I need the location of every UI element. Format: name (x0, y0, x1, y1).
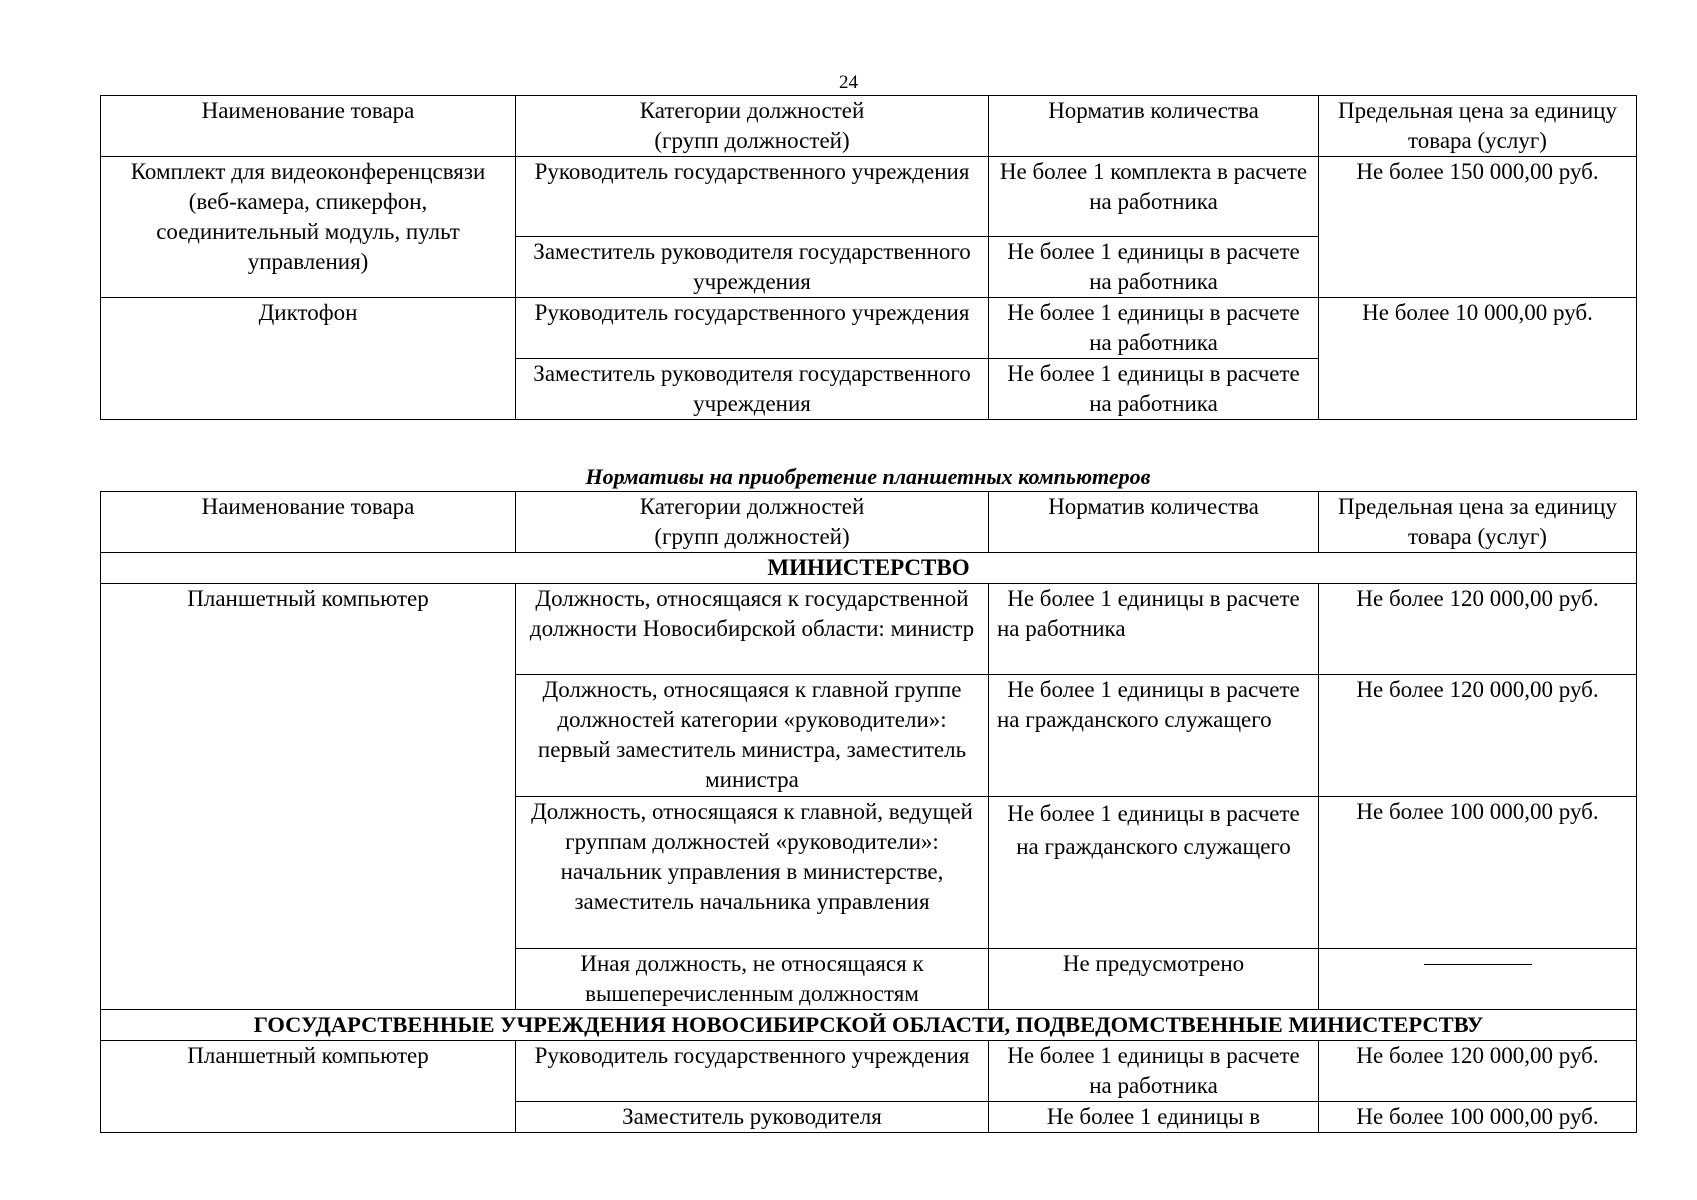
header-item-name: Наименование товара (101, 96, 516, 157)
section-band-row (101, 1010, 1637, 1041)
position-category: Должность, относящаяся к главной, ведущей группам должностей «руководители»: начальник управления в министерстве, заместитель начальника управления (516, 797, 989, 949)
position-category: Заместитель руководителя государственного учреждения (516, 237, 989, 298)
quantity-norm: Не более 1 единицы в (989, 1102, 1319, 1133)
item-name: Планшетный компьютер (101, 1041, 516, 1133)
header-categories: Категории должностей (групп должностей) (516, 492, 989, 553)
section-band-row (101, 553, 1637, 584)
quantity-norm: Не более 1 единицы в расчете на работника (989, 237, 1319, 298)
table-header-row (101, 96, 1637, 157)
quantity-norm: Не более 1 комплекта в расчете на работника (989, 157, 1319, 237)
price-limit: Не более 120 000,00 руб. (1319, 675, 1637, 797)
price-limit: Не более 100 000,00 руб. (1319, 1102, 1637, 1133)
table-row (101, 157, 1637, 237)
item-name: Планшетный компьютер (101, 584, 516, 1010)
quantity-norm: Не предусмотрено (989, 949, 1319, 1010)
header-price: Предельная цена за единицу товара (услуг) (1319, 96, 1637, 157)
price-limit: Не более 10 000,00 руб. (1319, 298, 1637, 420)
tablet-norms-table (100, 491, 1637, 1133)
dash-line (1424, 964, 1532, 965)
table-row (101, 1041, 1637, 1102)
quantity-norm: Не более 1 единицы в расчете на работника (989, 1041, 1319, 1102)
header-item-name: Наименование товара (101, 492, 516, 553)
position-category: Заместитель руководителя государственного учреждения (516, 359, 989, 420)
position-category: Иная должность, не относящаяся к вышеперечисленным должностям (516, 949, 989, 1010)
position-category: Должность, относящаяся к главной группе должностей категории «руководители»: первый заместитель министра, заместитель министра (516, 675, 989, 797)
price-not-applicable (1319, 949, 1637, 1010)
institutions-band: ГОСУДАРСТВЕННЫЕ УЧРЕЖДЕНИЯ НОВОСИБИРСКОЙ ОБЛАСТИ, ПОДВЕДОМСТВЕННЫЕ МИНИСТЕРСТВУ (101, 1010, 1637, 1041)
item-name: Комплект для видеоконференцсвязи (веб-камера, спикерфон, соединительный модуль, пульт управления) (101, 157, 516, 298)
price-limit: Не более 100 000,00 руб. (1319, 797, 1637, 949)
item-name: Диктофон (101, 298, 516, 420)
section-title: Нормативы на приобретение планшетных компьютеров (585, 464, 1151, 489)
table-header-row (101, 492, 1637, 553)
header-quantity: Норматив количества (989, 492, 1319, 553)
price-limit: Не более 120 000,00 руб. (1319, 1041, 1637, 1102)
quantity-norm: Не более 1 единицы в расчете на работника (989, 359, 1319, 420)
position-category: Заместитель руководителя (516, 1102, 989, 1133)
quantity-norm: Не более 1 единицы в расчете на работника (989, 584, 1319, 675)
quantity-norm: Не более 1 единицы в расчете на гражданского служащего (989, 675, 1319, 797)
position-category: Руководитель государственного учреждения (516, 298, 989, 359)
table-row (101, 584, 1637, 675)
header-price: Предельная цена за единицу товара (услуг) (1319, 492, 1637, 553)
price-limit: Не более 150 000,00 руб. (1319, 157, 1637, 298)
equipment-table (100, 95, 1637, 420)
page-number: 24 (839, 72, 858, 93)
position-category: Руководитель государственного учреждения (516, 157, 989, 237)
quantity-norm: Не более 1 единицы в расчете на работника (989, 298, 1319, 359)
header-categories: Категории должностей (групп должностей) (516, 96, 989, 157)
table-row (101, 298, 1637, 359)
price-limit: Не более 120 000,00 руб. (1319, 584, 1637, 675)
quantity-norm: Не более 1 единицы в расчете на гражданского служащего (989, 797, 1319, 949)
position-category: Должность, относящаяся к государственной должности Новосибирской области: министр (516, 584, 989, 675)
ministry-band: МИНИСТЕРСТВО (101, 553, 1637, 584)
position-category: Руководитель государственного учреждения (516, 1041, 989, 1102)
header-quantity: Норматив количества (989, 96, 1319, 157)
